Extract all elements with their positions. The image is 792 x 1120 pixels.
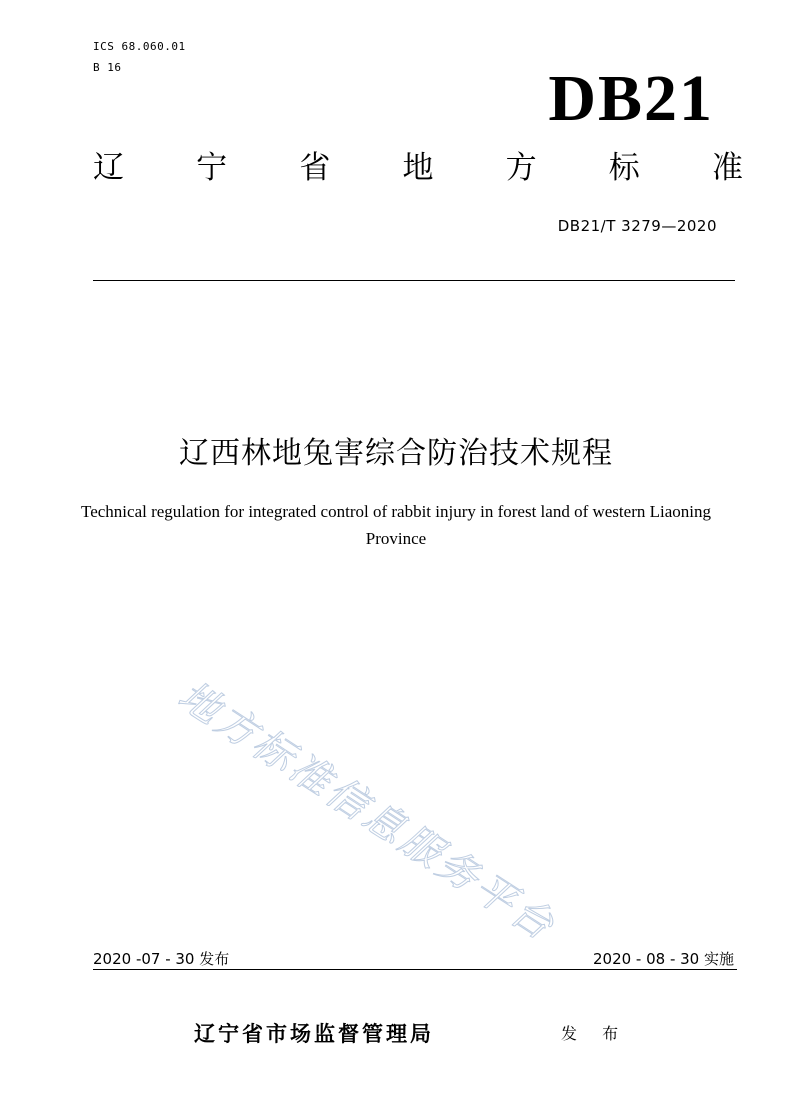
standard-type-char: 准 [711, 150, 743, 186]
ccs-code: B 16 [93, 61, 122, 74]
implementation-date: 2020 - 08 - 30 实施 [592, 950, 734, 968]
standard-type-char: 省 [299, 150, 331, 186]
ics-code: ICS 68.060.01 [93, 40, 186, 53]
issue-date: 2020 -07 - 30 发布 [93, 950, 230, 968]
watermark: 地方标准信息服务平台 [170, 672, 565, 951]
standard-type-heading [93, 150, 743, 186]
standard-code-logo: DB21 [548, 62, 714, 135]
issuing-authority: 辽宁省市场监督管理局 [194, 1022, 434, 1046]
standard-type-char: 辽 [93, 150, 124, 186]
standard-number: DB21/T 3279—2020 [557, 217, 717, 235]
standard-type-char: 方 [505, 150, 537, 186]
title-chinese: 辽西林地兔害综合防治技术规程 [179, 436, 613, 471]
standard-type-char: 地 [402, 150, 434, 186]
title-english: Technical regulation for integrated control of rabbit injury in forest land of western Liaoning Province [81, 502, 711, 548]
standard-type-char: 宁 [196, 150, 228, 186]
bottom-divider [93, 969, 737, 970]
issue-label: 发 布 [561, 1024, 629, 1043]
top-divider [93, 280, 735, 281]
standard-type-char: 标 [608, 150, 640, 186]
